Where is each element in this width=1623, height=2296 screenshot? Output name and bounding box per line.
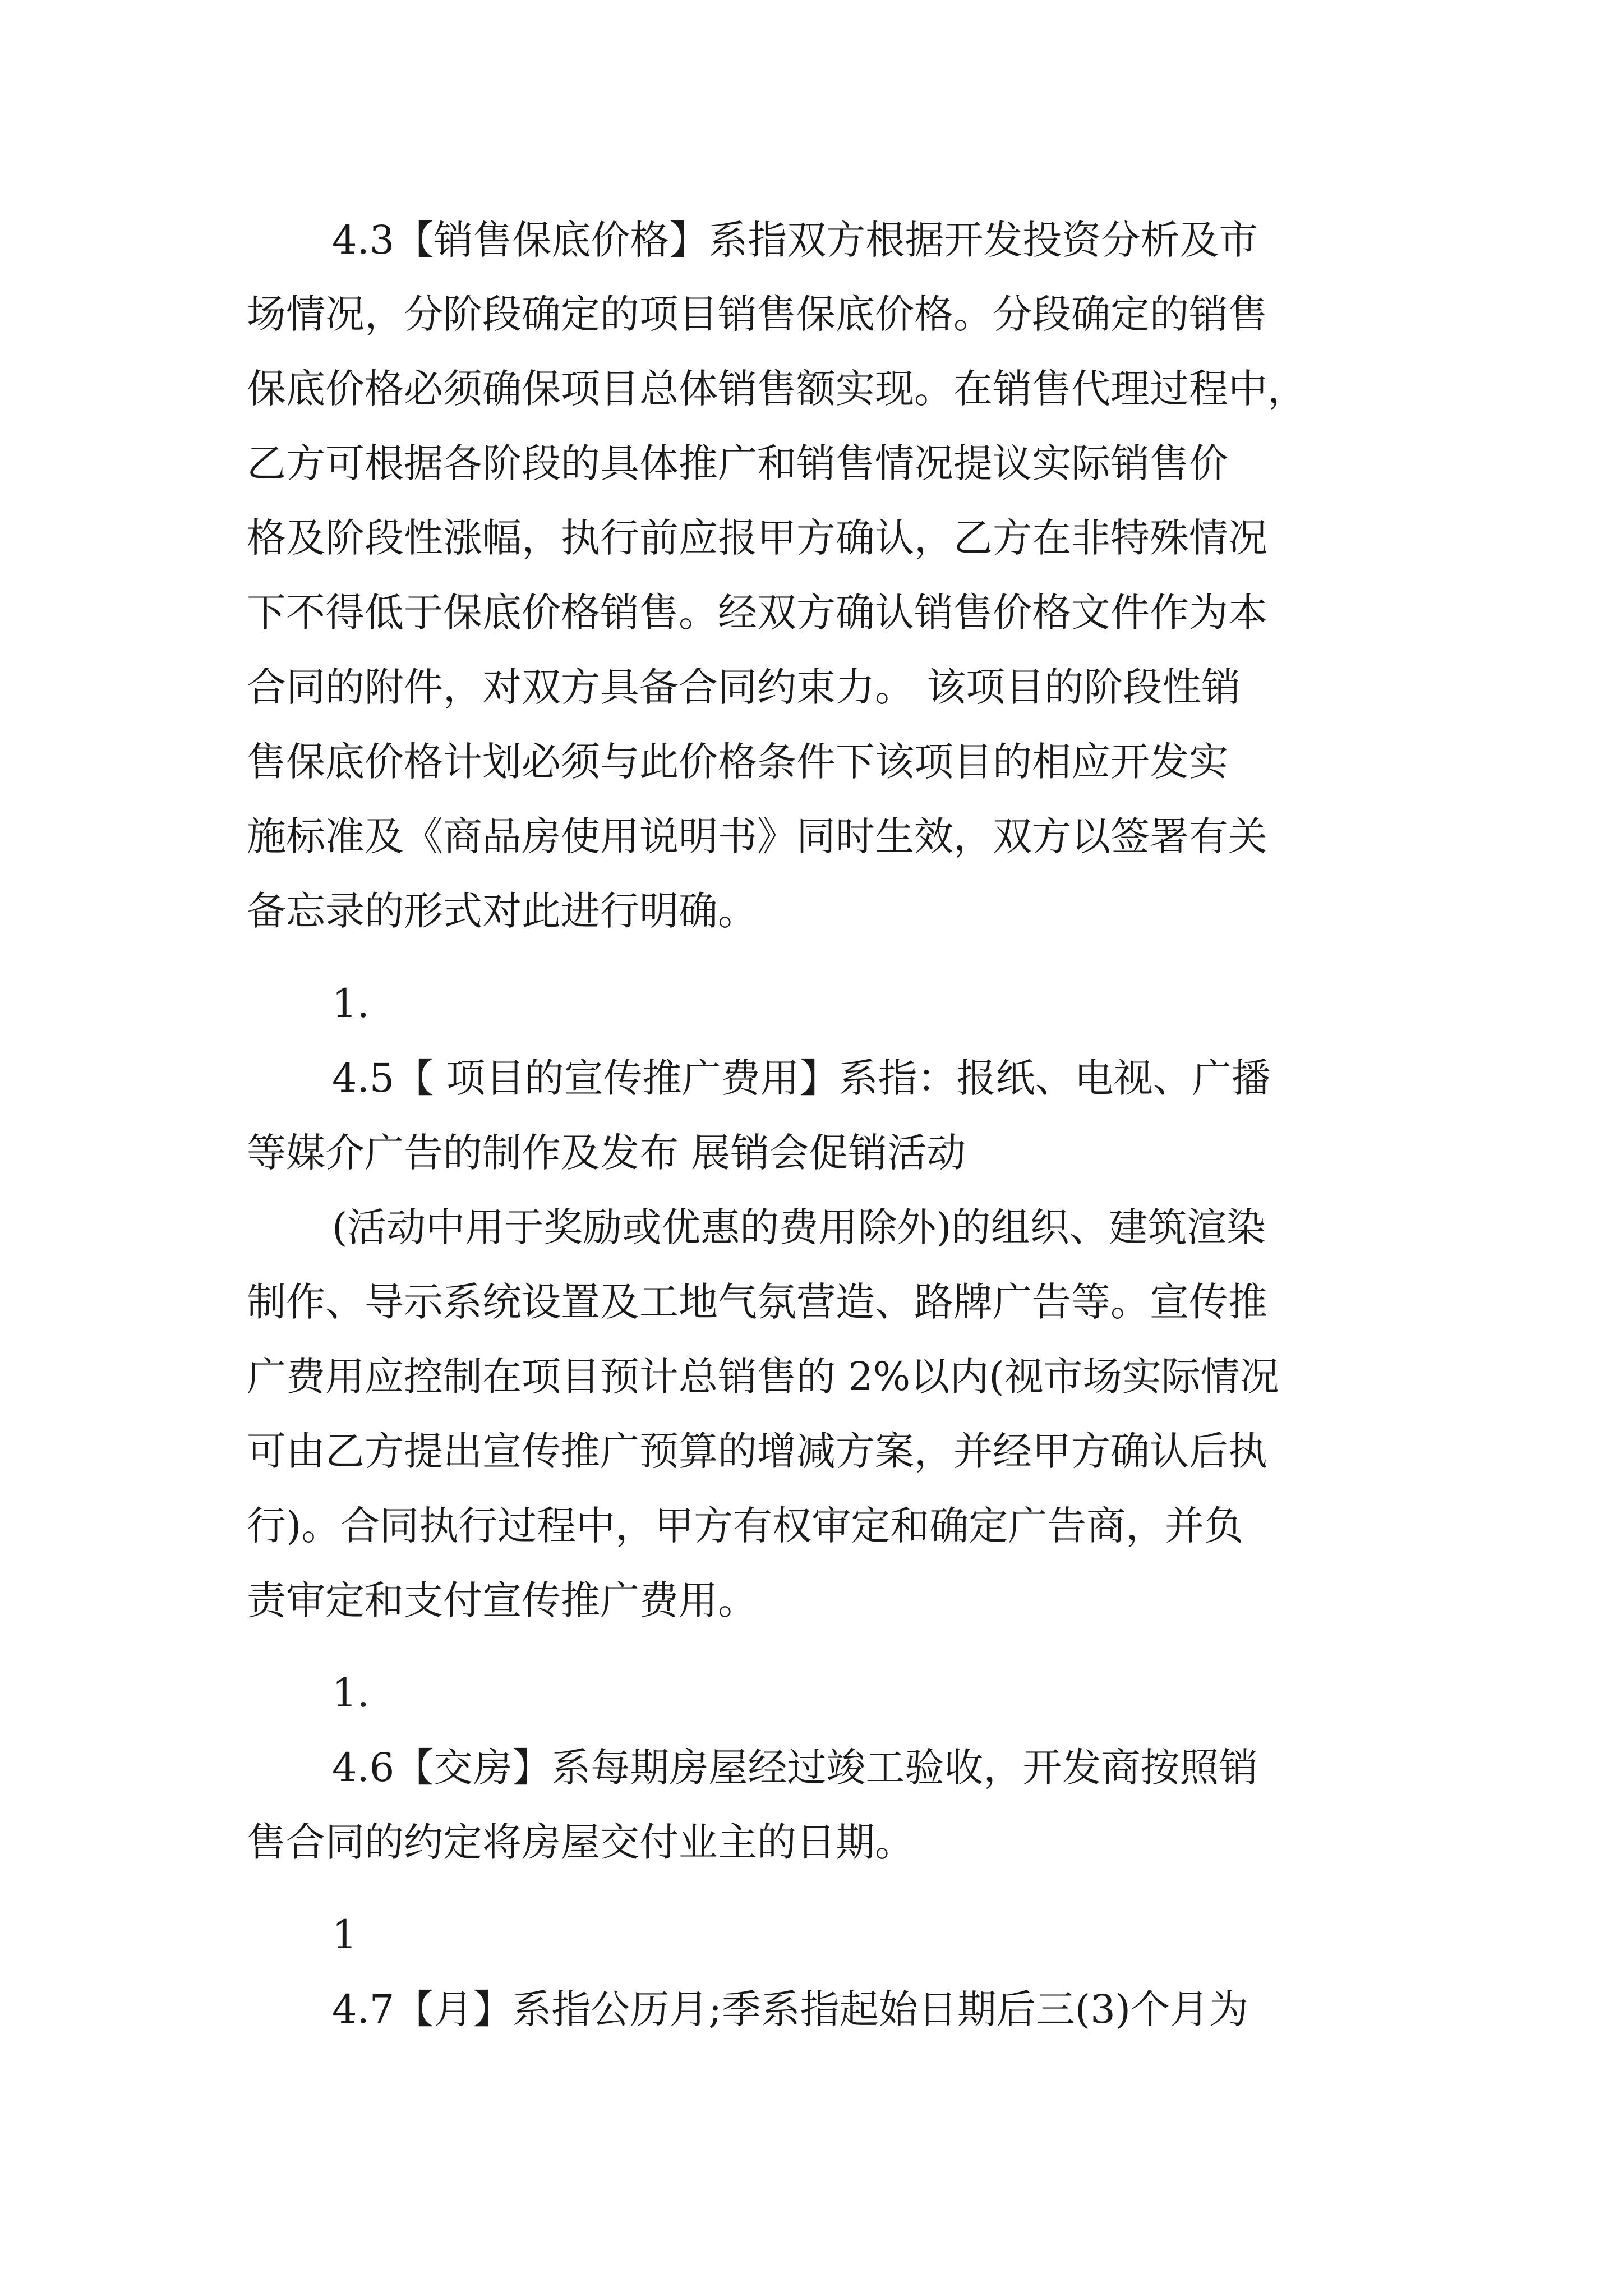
text-line: 责审定和支付宣传推广费用。 [247,1577,757,1623]
list-number: 1 [332,1912,357,1958]
text-line: 售保底价格计划必须与此价格条件下该项目的相应开发实 [247,739,1228,785]
text-line: 乙方可根据各阶段的具体推广和销售情况提议实际销售价 [247,440,1228,486]
text-line: 场情况，分阶段确定的项目销售保底价格。分段确定的销售 [247,291,1267,337]
text-line: 可由乙方提出宣传推广预算的增减方案，并经甲方确认后执 [247,1428,1267,1474]
text-line: 备忘录的形式对此进行明确。 [247,888,757,934]
text-line: 广费用应控制在项目预计总销售的 2%以内(视市场实际情况 [247,1354,1279,1400]
text-line: 4.3【销售保底价格】系指双方根据开发投资分析及市 [332,217,1258,263]
text-line: (活动中用于奖励或优惠的费用除外)的组织、建筑渲染 [332,1204,1266,1250]
text-line: 等媒介广告的制作及发布 展销会促销活动 [247,1130,966,1176]
text-line: 4.5【 项目的宣传推广费用】系指：报纸、电视、广播 [332,1055,1271,1101]
text-line: 4.6【交房】系每期房屋经过竣工验收，开发商按照销 [332,1745,1258,1791]
text-line: 制作、导示系统设置及工地气氛营造、路牌广告等。宣传推 [247,1279,1267,1325]
text-line: 售合同的约定将房屋交付业主的日期。 [247,1819,914,1865]
list-number: 1. [332,1670,370,1716]
text-line: 行)。合同执行过程中，甲方有权审定和确定广告商，并负 [247,1503,1244,1549]
text-line: 施标准及《商品房使用说明书》同时生效，双方以签署有关 [247,813,1267,859]
text-line: 格及阶段性涨幅，执行前应报甲方确认，乙方在非特殊情况 [247,515,1267,561]
text-line: 下不得低于保底价格销售。经双方确认销售价格文件作为本 [247,590,1267,636]
text-line: 合同的附件，对双方具备合同约束力。 该项目的阶段性销 [247,664,1241,710]
list-number: 1. [332,981,370,1027]
text-line: 保底价格必须确保项目总体销售额实现。在销售代理过程中， [247,366,1307,412]
text-line: 4.7【月】系指公历月;季系指起始日期后三(3)个月为 [332,1986,1249,2032]
